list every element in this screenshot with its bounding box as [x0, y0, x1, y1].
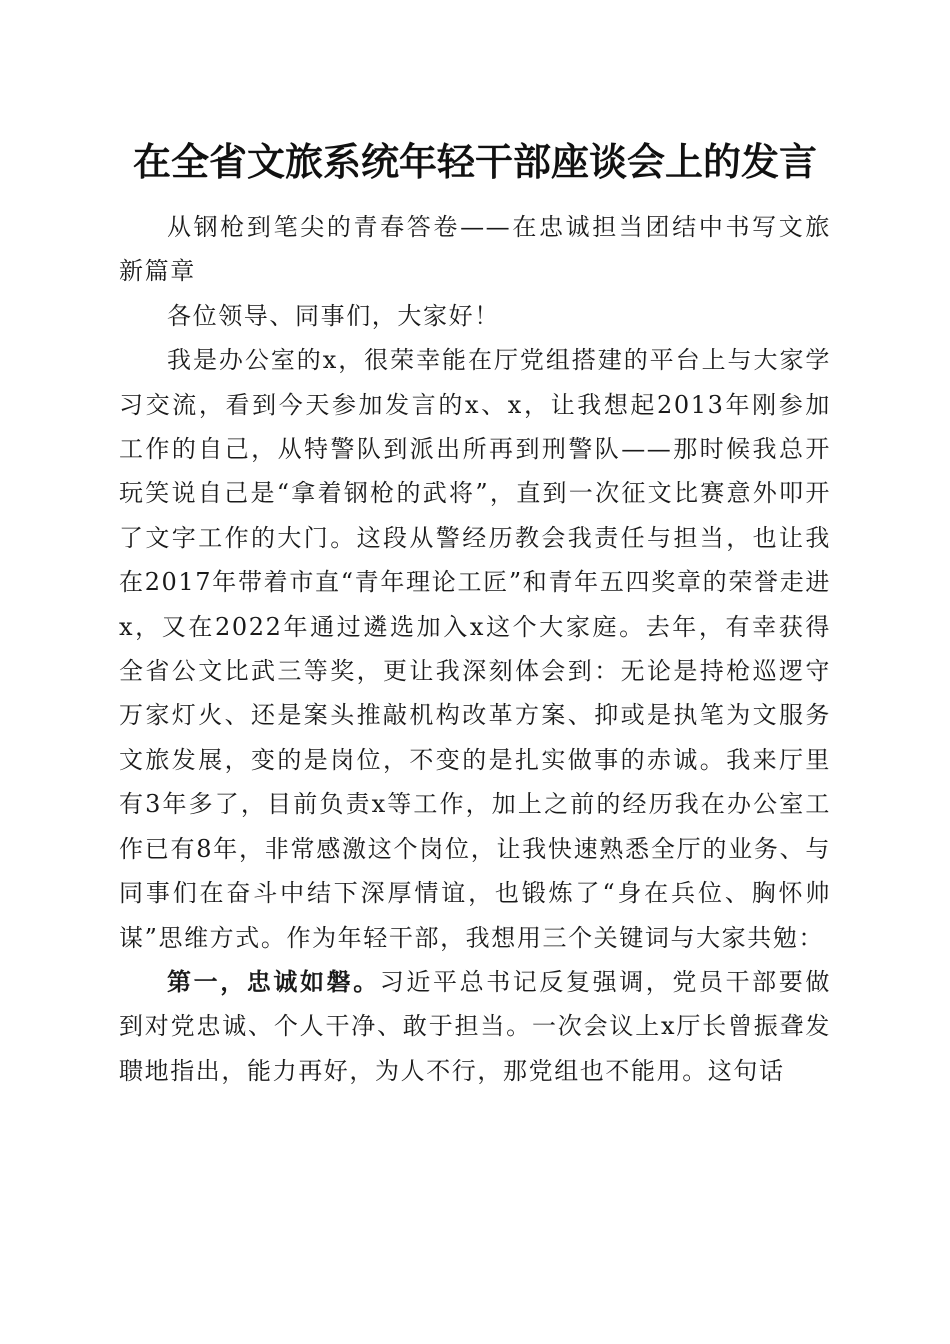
document-subtitle: 从钢枪到笔尖的青春答卷——在忠诚担当团结中书写文旅新篇章	[119, 213, 831, 286]
greeting-paragraph: 各位领导、同事们，大家好！	[167, 301, 500, 330]
intro-paragraph: 我是办公室的x，很荣幸能在厅党组搭建的平台上与大家学习交流，看到今天参加发言的x、x，让我想起2013年刚参加工作的自己，从特警队到派出所再到刑警队——那时候我总开玩笑说自己是“拿着钢枪的武将”，直到一次征文比赛意外叩开了文字工作的大门。这段从警经历教会我责任与担当，也让我在2017年带着市直“青年理论工匠”和青年五四奖章的荣誉走进x，又在2022年通过遴选加入x这个大家庭。去年，有幸获得全省公文比武三等奖，更让我深刻体会到：无论是持枪巡逻守万家灯火、还是案头推敲机构改革方案、抑或是执笔为文服务文旅发展，变的是岗位，不变的是扎实做事的赤诚。我来厅里有3年多了，目前负责x等工作，加上之前的经历我在办公室工作已有8年，非常感激这个岗位，让我快速熟悉全厅的业务、与同事们在奋斗中结下深厚情谊，也锻炼了“身在兵位、胸怀帅谋”思维方式。作为年轻干部，我想用三个关键词与大家共勉：	[119, 346, 831, 952]
point-one-lead: 第一，忠诚如磐。	[167, 966, 380, 996]
document-body	[119, 205, 831, 1093]
point-one-text: 习近平总书记反复强调，党员干部要做到对党忠诚、个人干净、敢于担当。一次会议上x厅长曾振聋发聩地指出，能力再好，为人不行，那党组也不能用。这句话	[119, 967, 831, 1085]
point-one-paragraph	[119, 960, 831, 1093]
document-title: 在全省文旅系统年轻干部座谈会上的发言	[132, 139, 817, 184]
